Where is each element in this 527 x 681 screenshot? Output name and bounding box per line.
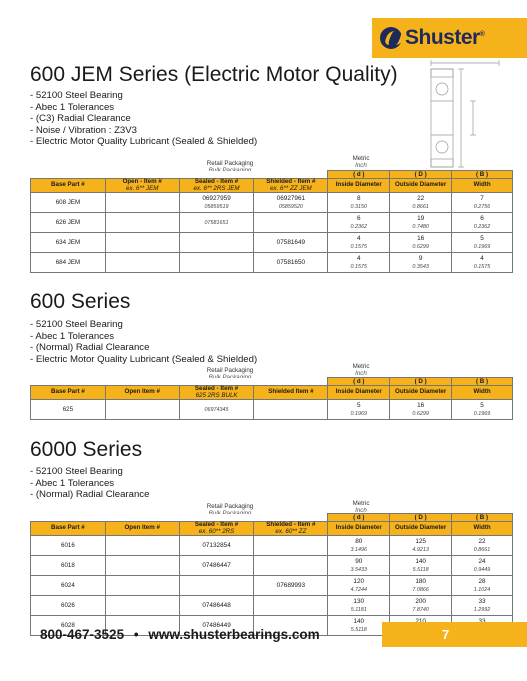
dim-label: ( D ) bbox=[390, 378, 452, 386]
spec-table-600 bbox=[30, 377, 513, 420]
feature-item: - 52100 Steel Bearing bbox=[30, 319, 123, 330]
column-header: Open Item # bbox=[105, 522, 179, 536]
feature-list-600 bbox=[30, 319, 257, 365]
page-number: 7 bbox=[442, 627, 450, 642]
column-header: Outside Diameter bbox=[390, 386, 452, 400]
packaging-caption: Retail Packaging bbox=[206, 367, 254, 374]
section-title-6000: 6000 Series bbox=[30, 438, 143, 461]
column-header: Outside Diameter bbox=[390, 522, 452, 536]
table-header bbox=[31, 522, 513, 536]
feature-item: - Electric Motor Quality Lubricant (Sealed & Shielded) bbox=[30, 136, 258, 148]
shuster-logo-icon bbox=[380, 27, 402, 49]
table-row: 6028 07486449 140 5.5118 bbox=[31, 616, 513, 636]
table-row: 6016 07132854 80 3.1496 125 4.9213 22 0.8661 bbox=[31, 536, 513, 556]
feature-item: - (Normal) Radial Clearance bbox=[30, 489, 150, 501]
dim-label: ( d ) bbox=[328, 378, 390, 386]
table-row: 6026 07486448 130 5.1181 200 7.8740 33 1.2992 bbox=[31, 596, 513, 616]
column-header: Sealed - Item # ex. 6** 2RS JEM bbox=[179, 179, 254, 193]
feature-item: - (C3) Radial Clearance bbox=[30, 113, 131, 125]
phone-number: 800-467-3525 bbox=[40, 627, 125, 642]
feature-item: - Electric Motor Quality Lubricant (Sealed & Shielded) bbox=[30, 353, 258, 365]
units-caption: Metric Inch bbox=[352, 363, 370, 377]
dim-label: ( B ) bbox=[452, 171, 513, 179]
dim-label: ( d ) bbox=[328, 171, 390, 179]
column-header: Open Item # bbox=[105, 386, 179, 400]
brand-name: Shuster® bbox=[405, 26, 485, 49]
column-header: Sealed - Item # ex. 60** 2RS bbox=[179, 522, 254, 536]
footer-contact bbox=[40, 627, 320, 642]
column-header: Base Part # bbox=[31, 522, 106, 536]
packaging-caption: Retail Packaging bbox=[206, 503, 254, 510]
table-row: 6018 07486447 90 3.5433 140 5.5118 24 0.9449 bbox=[31, 556, 513, 576]
column-header: Base Part # bbox=[31, 386, 106, 400]
column-header: Shielded Item # bbox=[254, 386, 328, 400]
column-header: Width bbox=[452, 179, 513, 193]
feature-list-600-jem bbox=[30, 90, 257, 148]
dim-label: ( B ) bbox=[452, 514, 513, 522]
bearing-cross-section-diagram bbox=[425, 57, 503, 173]
section-title-600: 600 Series bbox=[30, 290, 131, 313]
units-caption: Metric Inch bbox=[352, 500, 370, 514]
column-header: Inside Diameter bbox=[328, 386, 390, 400]
feature-item: - (Normal) Radial Clearance bbox=[30, 342, 150, 354]
dim-label: ( D ) bbox=[390, 171, 452, 179]
dim-label: ( d ) bbox=[328, 514, 390, 522]
column-header: Outside Diameter bbox=[390, 179, 452, 193]
separator-dot: • bbox=[133, 627, 139, 642]
feature-item: - 52100 Steel Bearing bbox=[30, 466, 123, 477]
table-header bbox=[31, 179, 513, 193]
column-header: Inside Diameter bbox=[328, 179, 390, 193]
column-header: Width bbox=[452, 386, 513, 400]
feature-item: - Abec 1 Tolerances bbox=[30, 101, 115, 113]
column-header: Base Part # bbox=[31, 179, 106, 193]
column-header: Open - Item # ex. 6** JEM bbox=[105, 179, 179, 193]
column-header: Shielded - Item # ex. 6** ZZ JEM bbox=[254, 179, 328, 193]
feature-item: - Abec 1 Tolerances bbox=[30, 477, 115, 489]
dim-label: ( D ) bbox=[390, 514, 452, 522]
column-header: Width bbox=[452, 522, 513, 536]
page-number-bar bbox=[382, 622, 527, 647]
feature-item: - Noise / Vibration : Z3V3 bbox=[30, 124, 138, 136]
spec-table-6000 bbox=[30, 513, 513, 636]
column-header: Sealed - Item # 625 2RS BULK bbox=[179, 386, 254, 400]
table-row: 608 JEM 06927959 05859519 06927961 05859520 8 0.3150 22 0.8661 7 0.2756 bbox=[31, 193, 513, 213]
feature-item: - Abec 1 Tolerances bbox=[30, 330, 115, 342]
column-header: Inside Diameter bbox=[328, 522, 390, 536]
feature-list-6000 bbox=[30, 466, 149, 501]
dim-label: ( B ) bbox=[452, 378, 513, 386]
table-row: 625 06974345 5 0.1969 16 0.6299 5 0.1969 bbox=[31, 400, 513, 420]
table-row: 6024 07689993 120 4.7244 180 7.0866 28 1.1024 bbox=[31, 576, 513, 596]
column-header: Shielded - Item # ex. 60** ZZ bbox=[254, 522, 328, 536]
table-row: 684 JEM 07581650 4 0.1575 9 0.3543 4 0.1575 bbox=[31, 253, 513, 273]
brand-header bbox=[372, 18, 527, 58]
table-row: 634 JEM 07581649 4 0.1575 16 0.6299 5 0.1969 bbox=[31, 233, 513, 253]
units-caption: Metric Inch bbox=[352, 155, 370, 169]
table-header bbox=[31, 386, 513, 400]
section-title-600-jem: 600 JEM Series (Electric Motor Quality) bbox=[30, 63, 398, 86]
feature-item: - 52100 Steel Bearing bbox=[30, 90, 123, 101]
website-link[interactable]: www.shusterbearings.com bbox=[148, 627, 320, 642]
table-row: 626 JEM 07581651 6 0.2362 19 0.7480 6 0.2362 bbox=[31, 213, 513, 233]
spec-table-600-jem bbox=[30, 170, 513, 273]
packaging-caption: Retail Packaging bbox=[206, 160, 254, 167]
dimension-row bbox=[31, 378, 513, 386]
